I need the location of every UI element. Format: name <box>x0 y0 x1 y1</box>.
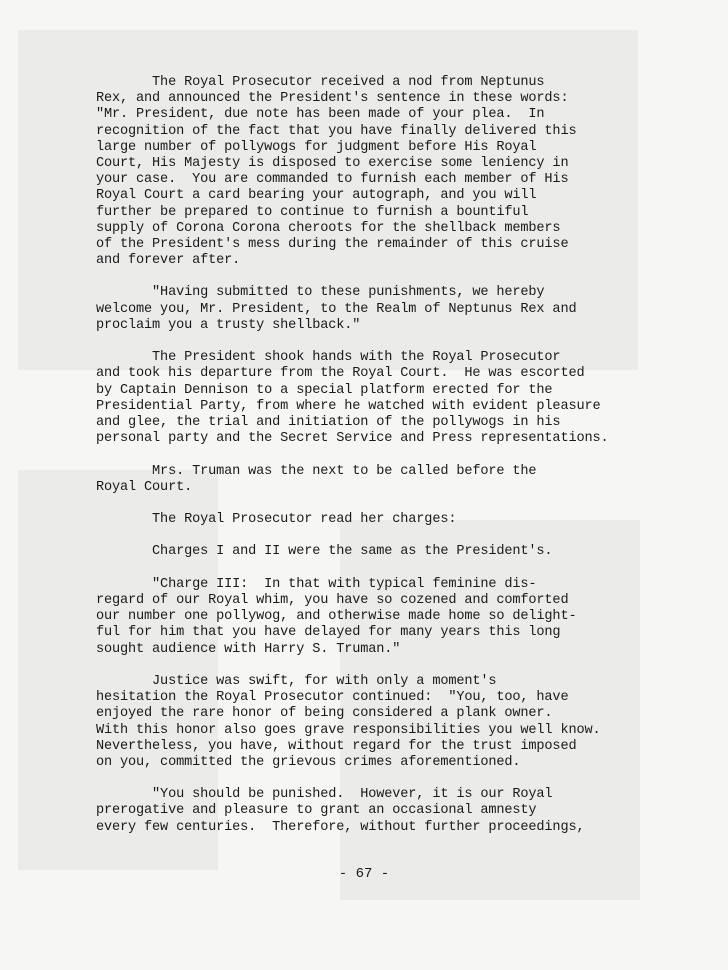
text-line: Rex, and announced the President's sentence in these words: <box>96 91 569 107</box>
paragraph <box>96 787 616 836</box>
paragraph-gap <box>96 447 616 463</box>
paragraph-gap <box>96 496 616 512</box>
text-line: "Having submitted to these punishments, we hereby <box>96 285 545 301</box>
paragraph <box>96 544 616 560</box>
text-line: personal party and the Secret Service and Press representations. <box>96 431 609 447</box>
text-line: hesitation the Royal Prosecutor continued: "You, too, have <box>96 690 569 706</box>
text-line: Royal Court. <box>96 479 193 495</box>
text-line: enjoyed the rare honor of being considered a plank owner. <box>96 706 553 722</box>
paragraph-gap <box>96 334 616 350</box>
text-line: Court, His Majesty is disposed to exercise some leniency in <box>96 155 569 171</box>
paragraph <box>96 285 616 334</box>
text-line: Royal Court a card bearing your autograph, and you will <box>96 188 537 204</box>
text-line: Presidential Party, from where he watched with evident pleasure <box>96 398 601 414</box>
text-line: Charges I and II were the same as the President's. <box>96 544 553 560</box>
text-line: The Royal Prosecutor read her charges: <box>96 512 457 528</box>
text-line: your case. You are commanded to furnish each member of His <box>96 172 569 188</box>
text-line: and glee, the trial and initiation of the pollywogs in his <box>96 414 561 430</box>
paragraph-gap <box>96 771 616 787</box>
text-line: ful for him that you have delayed for many years this long <box>96 625 561 641</box>
text-line: and took his departure from the Royal Court. He was escorted <box>96 366 585 382</box>
text-line: "Charge III: In that with typical feminine dis- <box>96 576 537 592</box>
text-line: regard of our Royal whim, you have so cozened and comforted <box>96 593 569 608</box>
text-line: Mrs. Truman was the next to be called before the <box>96 463 537 479</box>
text-line: With this honor also goes grave responsibilities you well know. <box>96 722 601 738</box>
text-line: supply of Corona Corona cheroots for the shellback members <box>96 220 561 236</box>
text-line: of the President's mess during the remainder of this cruise <box>96 236 569 252</box>
text-line: on you, committed the grievous crimes aforementioned. <box>96 754 521 770</box>
text-line: Justice was swift, for with only a moment's <box>96 673 497 689</box>
text-line: prerogative and pleasure to grant an occasional amnesty <box>96 803 537 819</box>
text-line: "Mr. President, due note has been made of your plea. In <box>96 107 545 123</box>
body-text <box>96 75 616 836</box>
text-line: further be prepared to continue to furnish a bountiful <box>96 204 529 220</box>
text-line: every few centuries. Therefore, without further proceedings, <box>96 819 585 835</box>
text-line: welcome you, Mr. President, to the Realm of Neptunus Rex and <box>96 301 577 317</box>
text-line: recognition of the fact that you have finally delivered this <box>96 123 577 139</box>
paragraph-gap <box>96 561 616 577</box>
paragraph-gap <box>96 269 616 285</box>
text-line: proclaim you a trusty shellback." <box>96 317 361 333</box>
paragraph <box>96 75 616 269</box>
text-line: The President shook hands with the Royal Prosecutor <box>96 350 561 366</box>
text-line: "You should be punished. However, it is our Royal <box>96 787 553 803</box>
text-line: our number one pollywog, and otherwise made home so delight- <box>96 609 577 625</box>
text-line: sought audience with Harry S. Truman." <box>96 641 401 657</box>
text-line: and forever after. <box>96 253 241 269</box>
text-line: large number of pollywogs for judgment before His Royal <box>96 139 537 155</box>
paragraph <box>96 512 616 528</box>
page-number: - 67 - <box>338 866 390 882</box>
paragraph-gap <box>96 658 616 674</box>
paragraph <box>96 674 616 771</box>
text-line: by Captain Dennison to a special platform erected for the <box>96 382 553 398</box>
paragraph-gap <box>96 528 616 544</box>
text-line: Nevertheless, you have, without regard for the trust imposed <box>96 738 577 754</box>
paragraph <box>96 464 616 496</box>
text-line: The Royal Prosecutor received a nod from Neptunus <box>96 75 545 90</box>
paragraph <box>96 577 616 658</box>
paragraph <box>96 350 616 447</box>
